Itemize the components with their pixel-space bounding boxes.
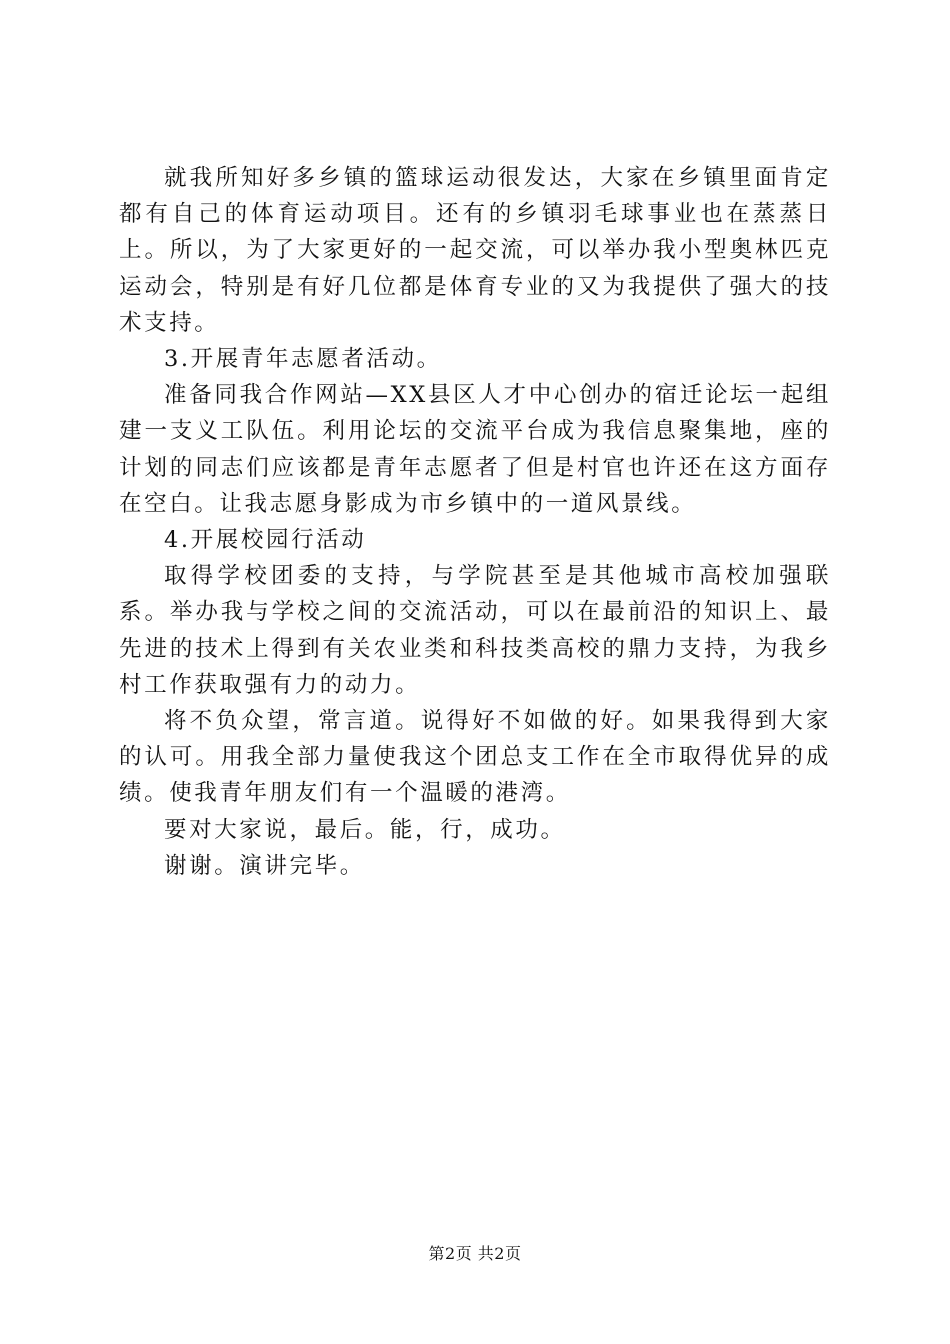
- paragraph-thanks: 谢谢。演讲完毕。: [164, 852, 365, 879]
- heading-campus-activity: 4.开展校园行活动: [164, 527, 367, 554]
- paragraph-commitment: 将不负众望，常言道。说得好不如做的好。如果我得到大家的认可。用我全部力量使我这个团总支工作在全市取得优异的成绩。使我青年朋友们有一个温暖的港湾。: [119, 708, 831, 807]
- document-body: [119, 160, 831, 884]
- heading-volunteer-activity: 3.开展青年志愿者活动。: [164, 346, 442, 373]
- paragraph-sports: 就我所知好多乡镇的篮球运动很发达，大家在乡镇里面肯定都有自己的体育运动项目。还有的乡镇羽毛球事业也在蒸蒸日上。所以，为了大家更好的一起交流，可以举办我小型奥林匹克运动会，特别是有好几位都是体育专业的又为我提供了强大的技术支持。: [119, 165, 831, 336]
- paragraph-campus: 取得学校团委的支持，与学院甚至是其他城市高校加强联系。举办我与学校之间的交流活动，可以在最前沿的知识上、最先进的技术上得到有关农业类和科技类高校的鼎力支持，为我乡村工作获取强有力的动力。: [119, 563, 831, 698]
- paragraph-volunteer: 准备同我合作网站—XX县区人才中心创办的宿迁论坛一起组建一支义工队伍。利用论坛的交流平台成为我信息聚集地，座的计划的同志们应该都是青年志愿者了但是村官也许还在这方面存在空白。让我志愿身影成为市乡镇中的一道风景线。: [119, 382, 831, 517]
- paragraph-closing: 要对大家说，最后。能，行，成功。: [164, 816, 566, 843]
- page-number-footer: 第2页 共2页: [428, 1244, 522, 1263]
